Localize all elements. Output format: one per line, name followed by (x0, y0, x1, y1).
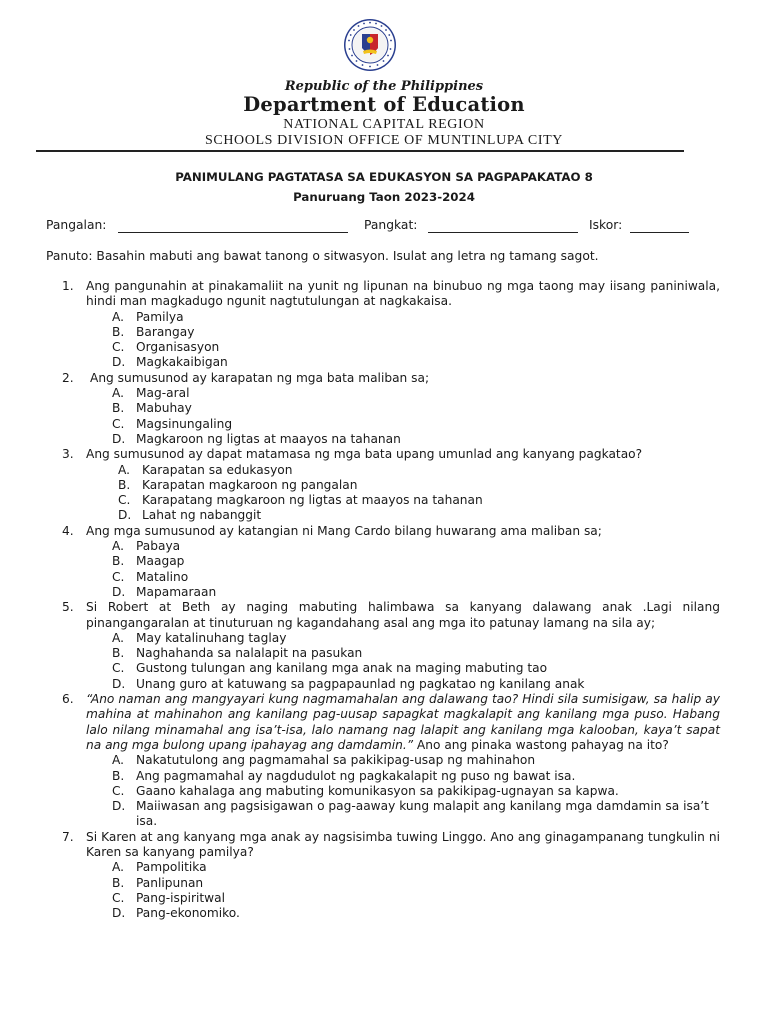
choice-letter: A. (112, 860, 124, 875)
choice-letter: A. (112, 753, 124, 768)
choice-letter: C. (118, 493, 131, 508)
question-text: Si Robert at Beth ay naging mabuting halimbawa sa kanyang dalawang anak .Lagi nilang pinangangaralan at tinuturuan ng kagandahang asal ang mga ito patunay lamang na sila ay; (86, 600, 720, 630)
choice-text: Maagap (136, 554, 185, 569)
choice-text: Nakatutulong ang pagmamahal sa pakikipag-usap ng mahinahon (136, 753, 536, 768)
choice-c (0, 417, 768, 432)
choice-letter: B. (118, 477, 131, 492)
name-blank-line[interactable] (118, 232, 348, 233)
choice-c (0, 570, 768, 585)
choice-c (0, 661, 768, 676)
choice-text: Pang-ekonomiko. (136, 906, 240, 921)
choice-d (0, 585, 768, 600)
question-3 (0, 447, 768, 523)
choice-text: Barangay (136, 324, 195, 339)
choice-text: Panlipunan (136, 875, 204, 890)
choice-letter: D. (112, 431, 126, 446)
choice-letter: D. (118, 508, 132, 523)
choice-c (0, 340, 768, 355)
choice-d (0, 677, 768, 692)
choice-text: Organisasyon (136, 340, 220, 355)
choice-letter: D. (112, 906, 126, 921)
choice-b (0, 769, 768, 784)
choice-text: Pang-ispiritwal (136, 890, 225, 905)
choice-text: Matalino (136, 569, 189, 584)
choice-letter: B. (112, 875, 125, 890)
choice-text: Magkakaibigan (136, 355, 228, 370)
question-list (0, 279, 768, 921)
choice-text: Pabaya (136, 539, 181, 554)
question-number: 4. (62, 523, 74, 538)
question-quote: “Ano naman ang mangyayari kung nagmamahalan ang dalawang tao? Hindi sila sumisigaw, sa halip ay mahina at mahinahon ang kanilang pag-uusap sapagkat magkalapit ang kanilang mga puso. Habang lalo nilang minamahal ang isa’t-isa, lalo namang nag lalapit ang kanilang mga kalooban, kaya’t sapat na ang mga bulong upang ipahayag ang damdamin.” (86, 692, 720, 752)
choice-text: Pampolitika (136, 860, 207, 875)
republic-heading: Republic of the Philippines (284, 79, 484, 94)
question-number: 5. (62, 600, 74, 615)
choice-text: Gustong tulungan ang kanilang mga anak na maging mabuting tao (136, 661, 548, 676)
question-number: 7. (62, 829, 74, 844)
choice-letter: D. (112, 676, 126, 691)
choice-b (0, 401, 768, 416)
header-divider (36, 150, 684, 152)
choice-b (0, 325, 768, 340)
choice-text: Karapatang magkaroon ng ligtas at maayos na tahanan (142, 493, 483, 508)
choice-a (0, 631, 768, 646)
choice-text: Mapamaraan (136, 584, 217, 599)
question-number: 1. (62, 279, 74, 293)
question-number: 2. (62, 370, 74, 385)
choice-b (0, 646, 768, 661)
deped-seal-logo (343, 18, 397, 72)
choice-letter: A. (118, 462, 130, 477)
choice-a (0, 753, 768, 768)
division-heading: SCHOOLS DIVISION OFFICE OF MUNTINLUPA CITY (205, 133, 563, 148)
question-text: Ang sumusunod ay dapat matamasa ng mga bata upang umunlad ang kanyang pagkatao? (86, 447, 643, 462)
exam-title: PANIMULANG PAGTATASA SA EDUKASYON SA PAGPAPAKATAO 8 (175, 170, 593, 184)
question-5 (0, 600, 768, 692)
instructions: Panuto: Basahin mabuti ang bawat tanong o sitwasyon. Isulat ang letra ng tamang sagot. (46, 249, 599, 263)
choice-text: Magsinungaling (136, 416, 233, 431)
student-info-row (46, 218, 706, 236)
question-text (86, 692, 720, 753)
choice-a (0, 310, 768, 325)
department-heading: Department of Education (243, 93, 525, 116)
choice-text: May katalinuhang taglay (136, 630, 287, 645)
choice-letter: B. (112, 401, 125, 416)
choice-a (0, 539, 768, 554)
choice-text: Lahat ng nabanggit (142, 508, 262, 523)
score-blank-line[interactable] (630, 232, 689, 233)
question-1 (0, 279, 768, 371)
choice-letter: A. (112, 630, 124, 645)
choice-letter: D. (112, 799, 126, 814)
question-text: Ang pangunahin at pinakamaliit na yunit ng lipunan na binubuo ng mga taong may iisang paniniwala, hindi man magkadugo ngunit nagtutulungan at nagkakaisa. (86, 279, 720, 309)
choice-text: Karapatan magkaroon ng pangalan (142, 477, 358, 492)
question-2 (0, 371, 768, 447)
question-number: 3. (62, 447, 74, 462)
choice-d (0, 508, 768, 523)
choice-b (0, 876, 768, 891)
choice-b (0, 554, 768, 569)
choice-d (0, 906, 768, 921)
choice-letter: C. (112, 340, 125, 355)
choice-letter: C. (112, 569, 125, 584)
question-number: 6. (62, 692, 74, 707)
choice-d (0, 799, 768, 830)
choice-letter: B. (112, 554, 125, 569)
region-heading: NATIONAL CAPITAL REGION (283, 117, 485, 132)
choice-letter: A. (112, 539, 124, 554)
question-prompt: Ano ang pinaka wastong pahayag na ito? (413, 737, 669, 752)
choice-letter: B. (112, 324, 125, 339)
choice-text: Ang pagmamahal ay nagdudulot ng pagkakalapit ng puso ng bawat isa. (136, 768, 576, 783)
choice-letter: C. (112, 661, 125, 676)
question-text: Ang mga sumusunod ay katangian ni Mang Cardo bilang huwarang ama maliban sa; (86, 523, 602, 538)
choice-text: Pamilya (136, 309, 184, 324)
choice-text: Mabuhay (136, 401, 192, 416)
choice-b (0, 478, 768, 493)
choice-letter: D. (112, 584, 126, 599)
question-7 (0, 830, 768, 922)
question-text: Si Karen at ang kanyang mga anak ay nagsisimba tuwing Linggo. Ano ang ginagampanang tungkulin ni Karen sa kanyang pamilya? (86, 829, 720, 859)
choice-text: Mag-aral (136, 386, 190, 401)
score-label: Iskor: (589, 218, 623, 232)
choice-letter: D. (112, 355, 126, 370)
choice-c (0, 493, 768, 508)
choice-text: Unang guro at katuwang sa pagpapaunlad ng pagkatao ng kanilang anak (136, 676, 585, 691)
question-6 (0, 692, 768, 830)
name-label: Pangalan: (46, 218, 107, 232)
choice-c (0, 891, 768, 906)
choice-text: Naghahanda sa nalalapit na pasukan (136, 646, 363, 661)
choice-a (0, 463, 768, 478)
question-4 (0, 524, 768, 600)
choice-letter: A. (112, 309, 124, 324)
choice-c (0, 784, 768, 799)
choice-text: Maiiwasan ang pagsisigawan o pag-aaway kung malapit ang kanilang mga damdamin sa isa’t isa. (136, 799, 709, 829)
choice-a (0, 860, 768, 875)
choice-text: Magkaroon ng ligtas at maayos na tahanan (136, 431, 401, 446)
choice-letter: C. (112, 416, 125, 431)
school-year: Panuruang Taon 2023-2024 (293, 190, 475, 204)
choice-letter: A. (112, 386, 124, 401)
choice-letter: C. (112, 890, 125, 905)
choice-letter: C. (112, 783, 125, 798)
choice-a (0, 386, 768, 401)
choice-d (0, 355, 768, 370)
section-label: Pangkat: (364, 218, 418, 232)
choice-letter: B. (112, 768, 125, 783)
choice-text: Gaano kahalaga ang mabuting komunikasyon sa pakikipag-ugnayan sa kapwa. (136, 783, 619, 798)
section-blank-line[interactable] (428, 232, 578, 233)
choice-letter: B. (112, 646, 125, 661)
choice-text: Karapatan sa edukasyon (142, 462, 293, 477)
choice-d (0, 432, 768, 447)
question-text: Ang sumusunod ay karapatan ng mga bata maliban sa; (90, 370, 430, 385)
